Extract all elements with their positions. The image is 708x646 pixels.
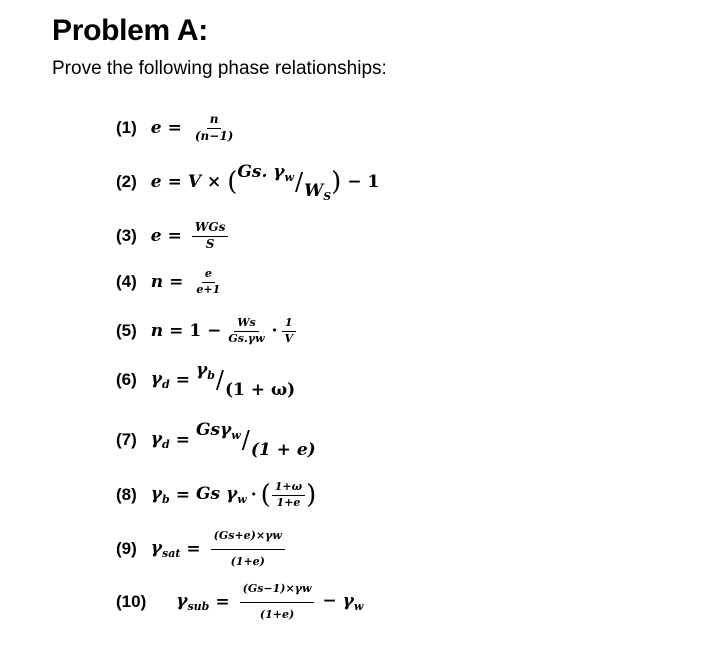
lhs: n bbox=[150, 321, 164, 342]
lhs: e bbox=[150, 172, 162, 192]
lhs: γ bbox=[150, 369, 163, 389]
equation-number: (4) bbox=[116, 272, 137, 292]
denominator: (n−1) bbox=[194, 128, 234, 143]
equation-1 bbox=[116, 112, 240, 145]
rhs-suffix: − 1 bbox=[347, 172, 380, 192]
bottom: (1 + e) bbox=[250, 440, 316, 460]
equation-number: (9) bbox=[116, 539, 137, 559]
fraction bbox=[192, 112, 236, 145]
equation-7 bbox=[116, 420, 316, 460]
numerator: e bbox=[202, 267, 215, 283]
rhs-prefix: V × bbox=[187, 172, 222, 192]
equals-sign: = bbox=[186, 539, 201, 560]
rhs-prefix: Gs γ bbox=[195, 484, 238, 505]
rhs-suffix-sub: w bbox=[353, 600, 364, 614]
denominator: V bbox=[284, 331, 294, 345]
equals-sign: = bbox=[175, 430, 190, 450]
lhs-sub: sub bbox=[187, 600, 210, 614]
rhs-prefix-sub: w bbox=[237, 493, 247, 507]
lhs: n bbox=[150, 272, 164, 293]
close-paren: ) bbox=[331, 167, 342, 197]
denominator: (1+e) bbox=[259, 607, 295, 621]
top-sub: w bbox=[231, 429, 241, 442]
equation-8 bbox=[116, 480, 316, 510]
equation-10 bbox=[116, 582, 363, 622]
lhs: γ bbox=[150, 538, 163, 559]
top: Gsγ bbox=[195, 420, 232, 440]
equals-sign: = bbox=[167, 226, 182, 247]
slash: / bbox=[241, 426, 250, 454]
numerator: WGs bbox=[192, 220, 228, 237]
lhs: e bbox=[150, 226, 162, 247]
equation-6 bbox=[116, 360, 296, 400]
lhs: γ bbox=[150, 429, 163, 449]
equals-sign: = bbox=[175, 485, 190, 506]
fraction bbox=[192, 220, 228, 253]
equation-number: (1) bbox=[116, 118, 137, 138]
slash: / bbox=[215, 366, 224, 394]
lhs: e bbox=[150, 118, 162, 139]
dot-operator: · bbox=[250, 485, 257, 506]
equation-2 bbox=[116, 162, 380, 203]
bottom: (1 + ω) bbox=[225, 380, 296, 400]
fraction-2 bbox=[281, 316, 296, 346]
lhs-sub: sat bbox=[162, 547, 181, 561]
numerator: 1 bbox=[282, 316, 296, 332]
equation-number: (3) bbox=[116, 226, 137, 246]
slash: / bbox=[295, 168, 304, 196]
equation-number: (6) bbox=[116, 370, 137, 389]
numerator: (Gs+e)×γw bbox=[211, 529, 285, 550]
fraction-1 bbox=[225, 316, 267, 346]
equation-number: (5) bbox=[116, 321, 137, 341]
equation-number: (7) bbox=[116, 430, 137, 449]
denominator: (1+e) bbox=[230, 554, 265, 568]
equation-number: (2) bbox=[116, 172, 137, 191]
rhs-prefix: 1 − bbox=[189, 321, 222, 342]
numerator: Ws bbox=[234, 316, 259, 332]
equation-number: (8) bbox=[116, 485, 137, 505]
inner-a: Gs. γ bbox=[237, 162, 285, 182]
inner-a-sub: w bbox=[284, 171, 295, 184]
equals-sign: = bbox=[169, 321, 184, 342]
equation-5 bbox=[116, 316, 300, 346]
denominator: 1+e bbox=[276, 495, 301, 509]
numerator: (Gs−1)×γw bbox=[240, 582, 315, 603]
lhs-sub: b bbox=[162, 493, 170, 507]
equals-sign: = bbox=[215, 592, 230, 613]
equation-number: (10) bbox=[116, 592, 147, 612]
fraction bbox=[272, 480, 305, 510]
fraction bbox=[240, 582, 315, 622]
numerator: 1+ω bbox=[272, 480, 305, 496]
equation-4 bbox=[116, 267, 227, 297]
inner-b: W bbox=[304, 181, 324, 201]
inner-b-sub: S bbox=[323, 190, 332, 203]
denominator: e+1 bbox=[196, 282, 221, 296]
page-title: Problem A: bbox=[52, 14, 208, 47]
rhs-suffix: − γ bbox=[322, 591, 354, 612]
lhs: γ bbox=[150, 484, 163, 505]
equals-sign: = bbox=[167, 118, 182, 139]
equation-3 bbox=[116, 220, 232, 253]
fraction bbox=[193, 267, 223, 297]
lhs-sub: d bbox=[162, 438, 170, 451]
open-paren: ( bbox=[260, 480, 271, 511]
top: γ bbox=[195, 360, 208, 380]
page-subtitle: Prove the following phase relationships: bbox=[52, 58, 387, 79]
denominator: Gs.γw bbox=[228, 331, 265, 345]
fraction bbox=[211, 529, 285, 569]
equals-sign: = bbox=[175, 370, 190, 390]
dot-operator: · bbox=[271, 321, 278, 342]
denominator: S bbox=[205, 236, 215, 251]
open-paren: ( bbox=[227, 167, 238, 197]
lhs: γ bbox=[176, 591, 188, 612]
close-paren: ) bbox=[306, 480, 317, 511]
equals-sign: = bbox=[167, 172, 182, 192]
top-sub: b bbox=[207, 369, 215, 382]
equals-sign: = bbox=[169, 272, 184, 293]
equation-9 bbox=[116, 529, 289, 569]
lhs-sub: d bbox=[162, 378, 170, 391]
numerator: n bbox=[207, 112, 222, 129]
